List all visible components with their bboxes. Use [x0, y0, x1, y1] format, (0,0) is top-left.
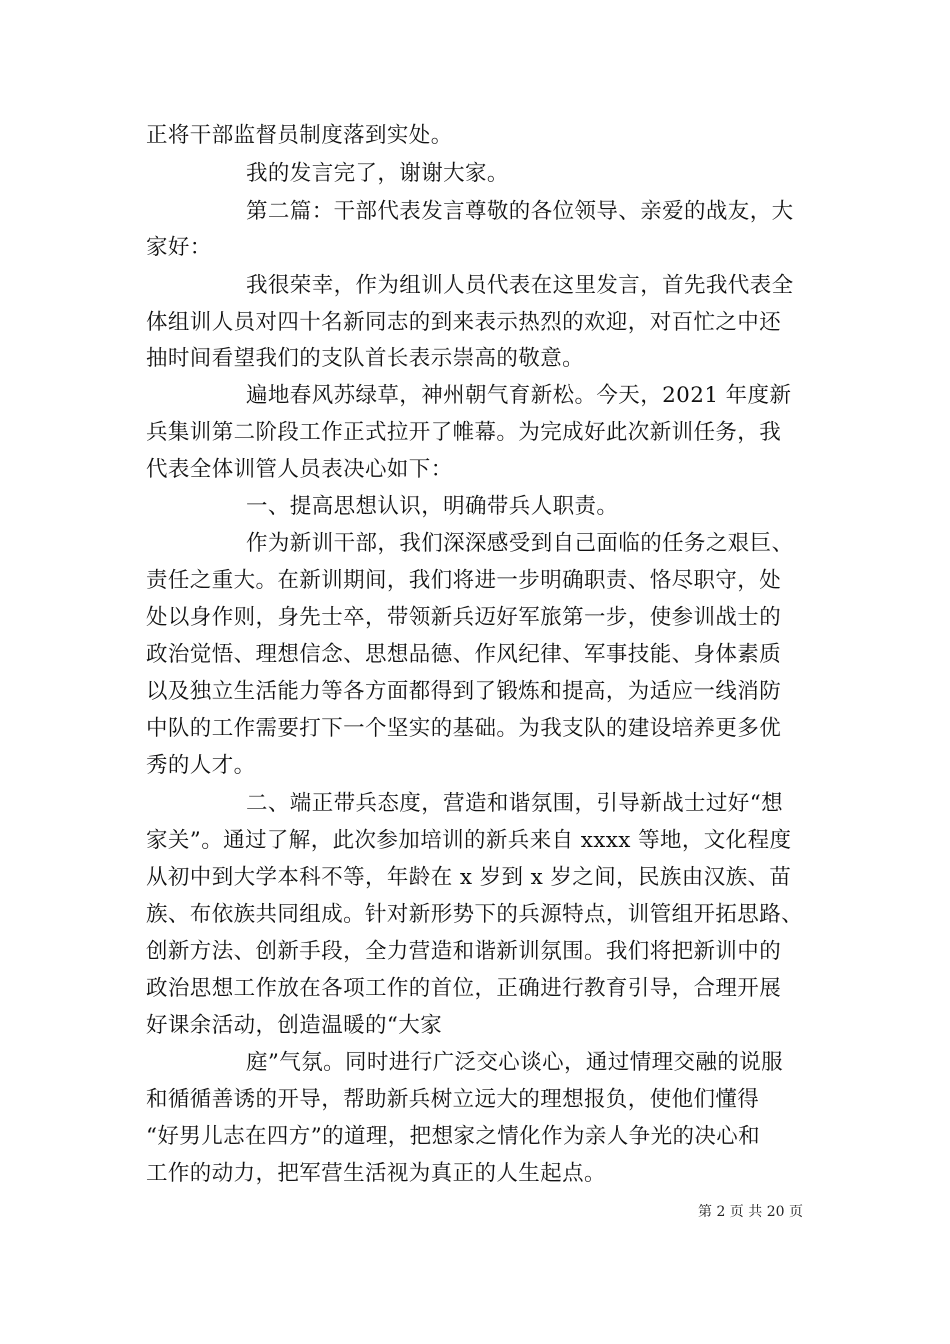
text-line: 我的发言完了，谢谢大家。 [246, 161, 509, 186]
text-line: 工作的动力，把军营生活视为真正的人生起点。 [146, 1161, 606, 1186]
text-line: 抽时间看望我们的支队首长表示崇高的敬意。 [146, 346, 585, 371]
text-line: 我很荣幸，作为组训人员代表在这里发言，首先我代表全 [246, 273, 794, 298]
text-line: 遍地春风苏绿草，神州朝气育新松。今天，2021 年度新 [246, 383, 792, 408]
page-number: 第 2 页 共 20 页 [698, 1204, 803, 1220]
text-line: 中队的工作需要打下一个坚实的基础。为我支队的建设培养更多优 [146, 716, 782, 741]
text-line: 一、提高思想认识，明确带兵人职责。 [246, 494, 619, 519]
text-line: 代表全体训管人员表决心如下： [146, 457, 453, 482]
text-line: 家好： [146, 235, 212, 260]
text-line: 作为新训干部，我们深深感受到自己面临的任务之艰巨、 [246, 531, 794, 556]
text-line: 处以身作则，身先士卒，带领新兵迈好军旅第一步，使参训战士的 [146, 605, 782, 630]
text-line: 庭”气氛。同时进行广泛交心谈心，通过情理交融的说服 [246, 1050, 783, 1075]
text-line: 政治觉悟、理想信念、思想品德、作风纪律、军事技能、身体素质 [146, 642, 782, 667]
text-line: 兵集训第二阶段工作正式拉开了帷幕。为完成好此次新训任务，我 [146, 420, 782, 445]
text-line: 二、端正带兵态度，营造和谐氛围，引导新战士过好“想 [246, 791, 783, 816]
text-line: 体组训人员对四十名新同志的到来表示热烈的欢迎，对百忙之中还 [146, 310, 782, 335]
text-line: 创新方法、创新手段，全力营造和谐新训氛围。我们将把新训中的 [146, 939, 782, 964]
text-line: “好男儿志在四方”的道理，把想家之情化作为亲人争光的决心和 [146, 1124, 761, 1149]
text-line: 第二篇：干部代表发言尊敬的各位领导、亲爱的战友，大 [246, 199, 794, 224]
text-line: 族、布依族共同组成。针对新形势下的兵源特点，训管组开拓思路、 [146, 902, 804, 927]
text-line: 责任之重大。在新训期间，我们将进一步明确职责、恪尽职守，处 [146, 568, 782, 593]
text-line: 从初中到大学本科不等，年龄在 x 岁到 x 岁之间，民族由汉族、苗 [146, 865, 792, 890]
text-line: 家关”。通过了解，此次参加培训的新兵来自 xxxx 等地，文化程度 [146, 828, 792, 853]
text-line: 以及独立生活能力等各方面都得到了锻炼和提高，为适应一线消防 [146, 679, 782, 704]
text-line: 好课余活动，创造温暖的“大家 [146, 1013, 443, 1038]
text-line: 秀的人才。 [146, 753, 256, 778]
text-line: 和循循善诱的开导，帮助新兵树立远大的理想报负，使他们懂得 [146, 1087, 760, 1112]
text-line: 政治思想工作放在各项工作的首位，正确进行教育引导，合理开展 [146, 976, 782, 1001]
text-line: 正将干部监督员制度落到实处。 [146, 123, 453, 148]
